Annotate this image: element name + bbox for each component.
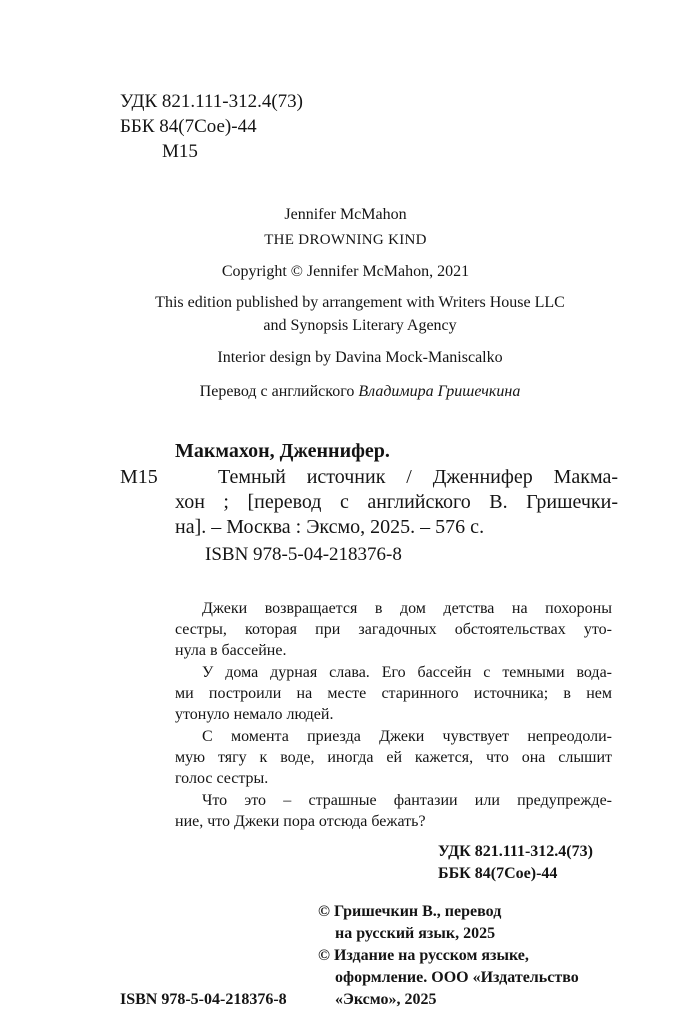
classification-udk: УДК 821.111-312.4(73): [438, 843, 593, 860]
annotation-p3-line-3: голос сестры.: [175, 770, 269, 787]
catalog-code: М15: [120, 466, 158, 488]
catalog-line-3: на]. – Москва : Эксмо, 2025. – 576 с.: [175, 516, 485, 538]
annotation-p2-line-3: утонуло немало людей.: [175, 706, 334, 723]
classification-bbk: ББК 84(7Сое)-44: [438, 865, 558, 882]
rights-translation-line-1: © Гришечкин В., перевод: [318, 903, 502, 920]
catalog-line-1: Темный источник / Дженнифер Макма-: [218, 466, 618, 488]
rights-translation-line-2: на русский язык, 2025: [335, 925, 496, 942]
copyright-line: Copyright © Jennifer McMahon, 2021: [221, 263, 470, 280]
annotation-p2-line-1: У дома дурная слава. Его бассейн с темными вода-: [202, 664, 612, 681]
annotation-p1-line-1: Джеки возвращается в дом детства на похороны: [202, 600, 612, 617]
rights-isbn: ISBN 978-5-04-218376-8: [120, 991, 287, 1008]
translation-prefix: Перевод с английского: [199, 383, 359, 400]
annotation-p4-line-2: ние, что Джеки пора отсюда бежать?: [175, 813, 426, 830]
annotation-p3-line-1: С момента приезда Джеки чувствует непреодоли-: [202, 728, 612, 745]
interior-design-line: Interior design by Davina Mock-Maniscalko: [217, 349, 503, 366]
header-bbk: ББК 84(7Сое)-44: [120, 116, 257, 137]
translation-line: [0, 384, 691, 400]
header-udk: УДК 821.111-312.4(73): [120, 91, 303, 112]
rights-edition-line-1: © Издание на русском языке,: [318, 947, 529, 964]
edition-line-1: This edition published by arrangement with Writers House LLC: [155, 294, 565, 311]
annotation-p4-line-1: Что это – страшные фантазии или предупрежде-: [202, 792, 612, 809]
annotation-p2-line-2: ми построили на месте старинного источника; в нем: [175, 685, 612, 702]
rights-edition-line-2: оформление. ООО «Издательство: [335, 969, 579, 986]
header-code: М15: [162, 141, 198, 162]
edition-line-2: and Synopsis Literary Agency: [263, 317, 457, 334]
catalog-isbn: ISBN 978-5-04-218376-8: [205, 544, 402, 565]
catalog-author-heading: Макмахон, Дженнифер.: [175, 440, 390, 462]
annotation-p1-line-3: нула в бассейне.: [175, 642, 287, 659]
original-author: Jennifer McMahon: [284, 206, 407, 223]
original-title: THE DROWNING KIND: [264, 232, 427, 248]
annotation-p3-line-2: мую тягу к воде, иногда ей кажется, что она слышит: [175, 749, 612, 766]
annotation-p1-line-2: сестры, которая при загадочных обстоятельствах уто-: [175, 621, 612, 638]
translator-name: Владимира Гришечкина: [358, 383, 521, 400]
rights-edition-line-3: «Эксмо», 2025: [335, 991, 437, 1008]
catalog-line-2: хон ; [перевод с английского В. Гришечки-: [175, 491, 618, 513]
